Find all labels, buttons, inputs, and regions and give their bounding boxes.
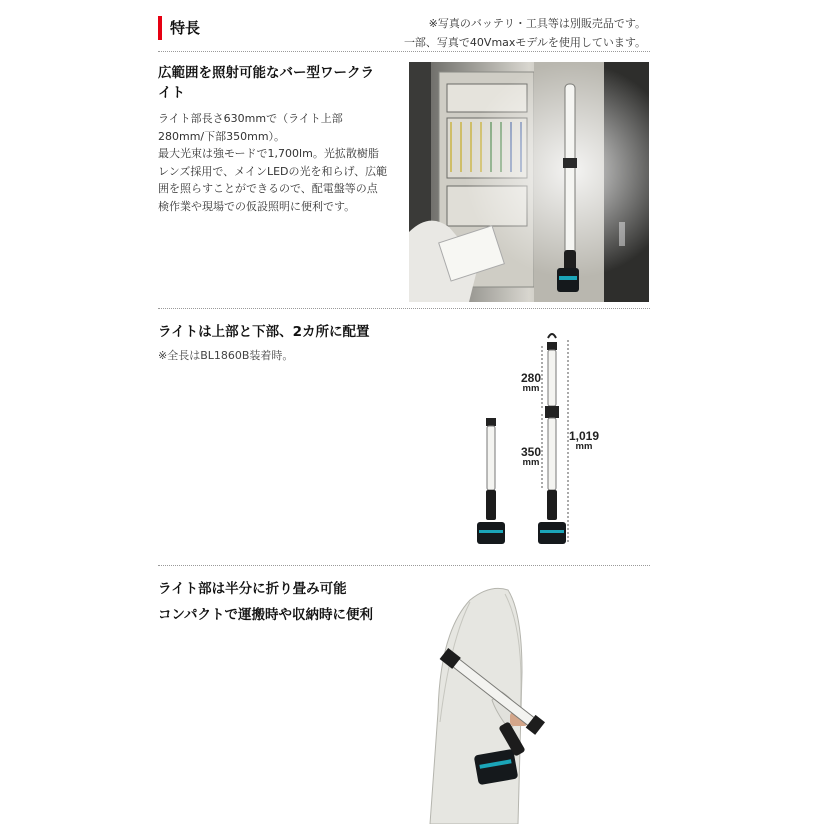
description-line: レンズ採用で、メインLEDの光を和らげ、広範 bbox=[158, 164, 388, 178]
divider bbox=[158, 308, 650, 309]
feature-1-heading-line-2: イト bbox=[158, 85, 185, 101]
folded-light-icon bbox=[477, 418, 505, 544]
feature-2-note: ※全長はBL1860B装着時。 bbox=[158, 349, 294, 362]
header-note-line-1: ※写真のバッテリ・工具等は別販売品です。 bbox=[428, 17, 646, 30]
description-line: ライト部長さ630mmで（ライト上部 bbox=[158, 112, 343, 125]
description-line: 最大光束は強モードで1,700lm。光拡散樹脂 bbox=[158, 147, 379, 160]
header-note-line-2: 一部、写真で40Vmaxモデルを使用しています。 bbox=[403, 36, 646, 49]
lower-length-label: 350 mm bbox=[520, 445, 542, 468]
feature-1-heading-line-1: 広範囲を照射可能なバー型ワークラ bbox=[158, 65, 374, 81]
divider bbox=[158, 51, 650, 52]
divider bbox=[158, 565, 650, 566]
section-title: 特長 bbox=[170, 19, 201, 37]
total-length-label: 1,019 mm bbox=[568, 429, 600, 452]
photo-illustration bbox=[409, 62, 649, 302]
feature-3-heading-line-1: ライト部は半分に折り畳み可能 bbox=[158, 581, 347, 597]
feature-header bbox=[158, 14, 650, 52]
photo-illustration bbox=[410, 572, 650, 824]
description-line: 囲を照らすことができるので、配電盤等の点 bbox=[158, 182, 378, 195]
worklight-panel-photo bbox=[409, 62, 649, 302]
feature-1-heading bbox=[158, 63, 398, 103]
dimension-diagram bbox=[470, 326, 610, 554]
description-line: 280mm/下部350mm）。 bbox=[158, 129, 286, 143]
header-accent-bar bbox=[158, 16, 162, 40]
feature-1-description bbox=[158, 110, 403, 215]
upper-length-label: 280 mm bbox=[520, 371, 542, 394]
folding-light-photo bbox=[410, 572, 650, 824]
feature-2-heading: ライトは上部と下部、2カ所に配置 bbox=[158, 324, 370, 340]
description-line: 検作業や現場での仮設照明に便利です。 bbox=[158, 199, 356, 213]
feature-3-heading-line-2: コンパクトで運搬時や収納時に便利 bbox=[158, 607, 374, 623]
